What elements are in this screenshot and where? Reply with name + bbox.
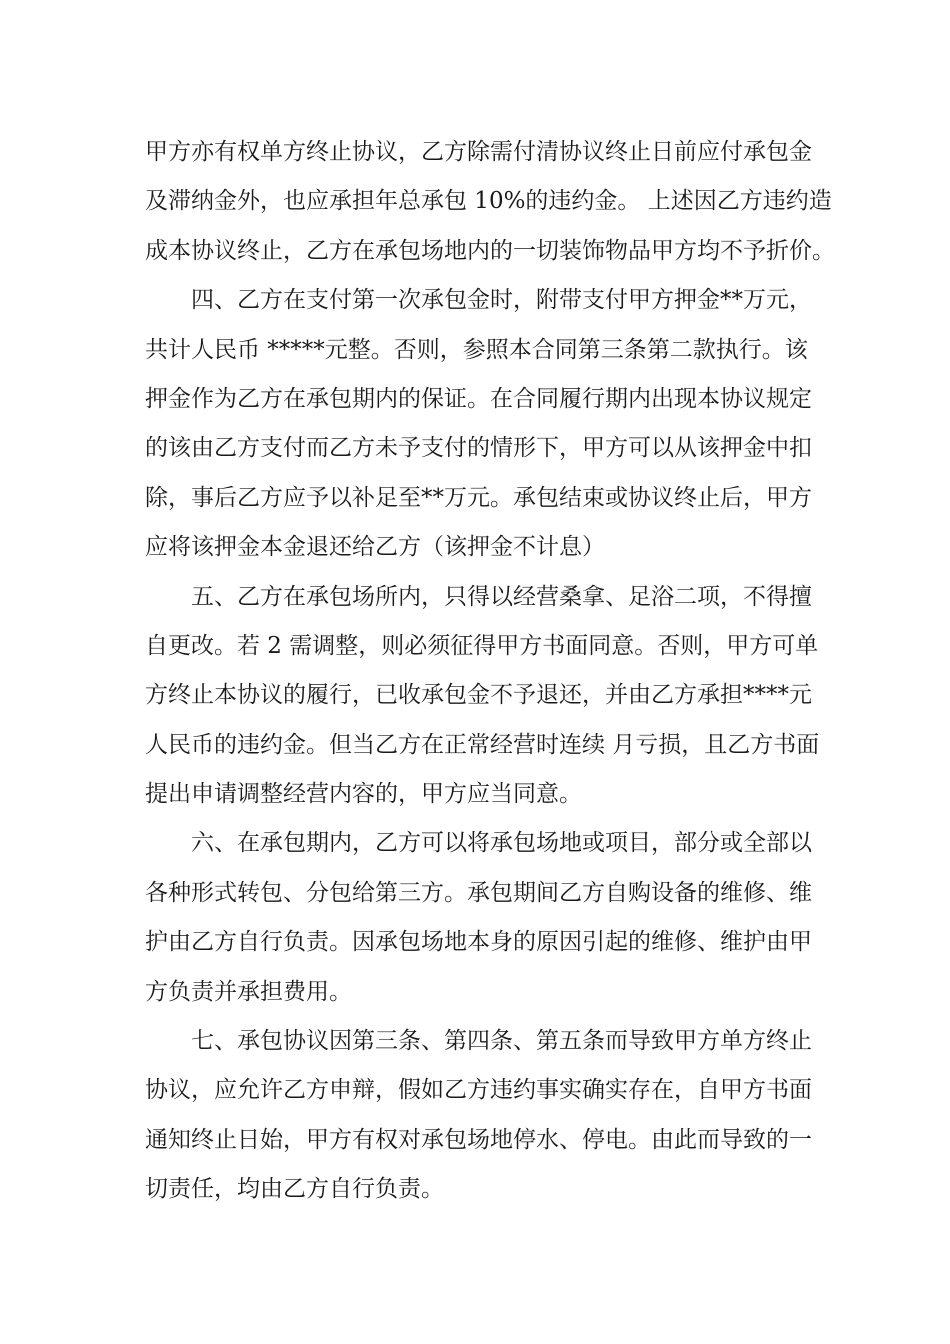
paragraph-line: 提出申请调整经营内容的，甲方应当同意。 bbox=[145, 781, 582, 808]
paragraph-line: 甲方亦有权单方终止协议，乙方除需付清协议终止日前应付承包金 bbox=[145, 139, 812, 165]
paragraph-line: 方终止本协议的履行，已收承包金不予退还，并由乙方承担****元 bbox=[145, 682, 812, 709]
paragraph-line: 成本协议终止，乙方在承包场地内的一切装饰物品甲方均不予折价。 bbox=[145, 237, 835, 264]
paragraph-line: 押金作为乙方在承包期内的保证。在合同履行期内出现本协议规定 bbox=[145, 385, 812, 412]
paragraph-clause-six bbox=[145, 819, 810, 1017]
paragraph-line: 自更改。若 2 需调整，则必须征得甲方书面同意。否则，甲方可单 bbox=[145, 632, 819, 659]
paragraph-clause-four bbox=[145, 276, 810, 572]
paragraph-clause-five bbox=[145, 573, 820, 820]
paragraph-line: 的该由乙方支付而乙方未予支付的情形下，甲方可以从该押金中扣 bbox=[145, 435, 812, 462]
paragraph-line: 协议，应允许乙方申辩，假如乙方违约事实确实存在，自甲方书面 bbox=[145, 1077, 812, 1104]
paragraph-line: 五、乙方在承包场所内，只得以经营桑拿、足浴二项，不得擅 bbox=[191, 583, 812, 610]
paragraph-line: 除，事后乙方应予以补足至**万元。承包结束或协议终止后，甲方 bbox=[145, 484, 812, 511]
paragraph-line: 应将该押金本金退还给乙方（该押金不计息） bbox=[145, 534, 605, 561]
paragraph-line: 人民币的违约金。但当乙方在正常经营时连续 月亏损，且乙方书面 bbox=[145, 731, 820, 758]
paragraph-line: 及滞纳金外，也应承担年总承包 10%的违约金。 上述因乙方违约造 bbox=[145, 188, 832, 215]
paragraph-line: 七、承包协议因第三条、第四条、第五条而导致甲方单方终止 bbox=[191, 1028, 812, 1055]
paragraph-line: 各种形式转包、分包给第三方。承包期间乙方自购设备的维修、维 bbox=[145, 879, 812, 906]
contract-body bbox=[145, 128, 835, 1215]
paragraph-line: 四、乙方在支付第一次承包金时，附带支付甲方押金**万元， bbox=[191, 287, 812, 314]
paragraph-line: 方负责并承担费用。 bbox=[145, 978, 352, 1005]
paragraph-continued bbox=[145, 128, 835, 276]
paragraph-clause-seven bbox=[145, 1017, 810, 1215]
paragraph-line: 共计人民币 *****元整。否则，参照本合同第三条第二款执行。该 bbox=[145, 336, 808, 363]
paragraph-line: 切责任，均由乙方自行负责。 bbox=[145, 1176, 444, 1203]
paragraph-line: 六、在承包期内，乙方可以将承包场地或项目，部分或全部以 bbox=[191, 830, 812, 857]
paragraph-line: 护由乙方自行负责。因承包场地本身的原因引起的维修、维护由甲 bbox=[145, 929, 812, 956]
paragraph-line: 通知终止日始，甲方有权对承包场地停水、停电。由此而导致的一 bbox=[145, 1126, 812, 1153]
